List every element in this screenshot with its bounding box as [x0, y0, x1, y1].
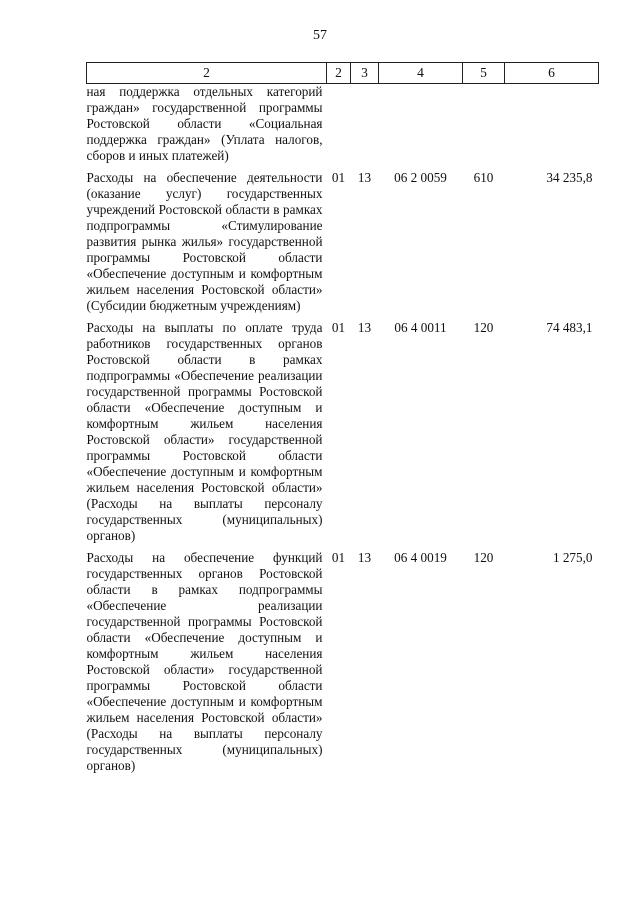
table-row: [87, 314, 599, 544]
row-amount: 1 275,0: [552, 550, 593, 565]
row-target-article: 06 2 0059: [394, 170, 447, 185]
budget-table: [86, 62, 599, 774]
row-amount: 74 483,1: [546, 320, 593, 335]
header-col-amount: 6: [505, 63, 599, 84]
row-amount: [505, 84, 599, 165]
row-expense-type: [463, 84, 505, 165]
row-subsection: [351, 84, 379, 165]
row-target-article: [379, 84, 463, 165]
row-description: Расходы на обеспечение функций государственных органов Ростовской области в рамках подпрограммы «Обеспечение реализации государственной программы Ростовской области «Обеспечение доступным и комфортным жильем населения Ростовской области» государственной программы Ростовской области «Обеспечение доступным и комфортным жильем населения Ростовской области» (Расходы на выплаты персоналу государственных (муниципальных) органов): [86, 550, 323, 773]
row-target-article: 06 4 0011: [394, 320, 447, 335]
header-col-section: 2: [327, 63, 351, 84]
row-description: Расходы на обеспечение деятельности (оказание услуг) государственных учреждений Ростовской области в рамках подпрограммы «Стимулирование развития рынка жилья» государственной программы Ростовской области «Обеспечение доступным и комфортным жильем населения Ростовской области» (Субсидии бюджетным учреждениям): [86, 170, 323, 313]
table-header: [87, 63, 599, 84]
row-expense-type: 120: [473, 320, 494, 335]
row-section: 01: [331, 550, 346, 565]
row-amount: 34 235,8: [546, 170, 593, 185]
row-expense-type: 610: [473, 170, 494, 185]
table-row: [87, 164, 599, 314]
row-section: [327, 84, 351, 165]
row-section: 01: [331, 170, 346, 185]
row-description: Расходы на выплаты по оплате труда работников государственных органов Ростовской области в рамках подпрограммы «Обеспечение реализации государственной программы Ростовской области «Обеспечение доступным и комфортным жильем населения Ростовской области» государственной программы Ростовской области «Обеспечение доступным и комфортным жильем населения Ростовской области» (Расходы на выплаты персоналу государственных (муниципальных) органов): [86, 320, 323, 543]
row-description: ная поддержка отдельных категорий граждан» государственной программы Ростовской области «Социальная поддержка граждан» (Уплата налогов, сборов и иных платежей): [86, 84, 323, 163]
header-col-subsection: 3: [351, 63, 379, 84]
row-subsection: 13: [357, 320, 372, 335]
header-col-expense-type: 5: [463, 63, 505, 84]
row-expense-type: 120: [473, 550, 494, 565]
row-subsection: 13: [357, 550, 372, 565]
header-col-description: 2: [87, 63, 327, 84]
row-section: 01: [331, 320, 346, 335]
row-target-article: 06 4 0019: [394, 550, 447, 565]
table-row: [87, 84, 599, 165]
header-col-target-article: 4: [379, 63, 463, 84]
table-row: [87, 544, 599, 774]
row-subsection: 13: [357, 170, 372, 185]
page-number: 57: [313, 28, 327, 43]
